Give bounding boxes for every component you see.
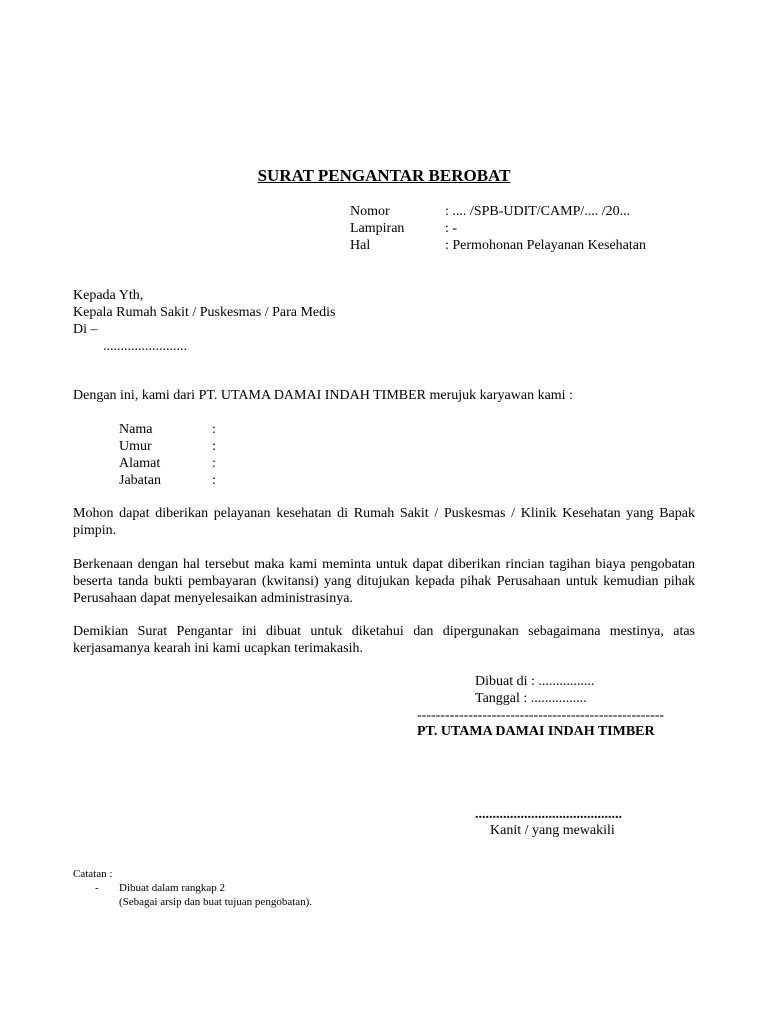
dibuat-di: Dibuat di : ................ <box>475 674 595 689</box>
meta-value: : Permohonan Pelayanan Kesehatan <box>445 238 646 253</box>
note-indent <box>73 895 119 909</box>
company-name: PT. UTAMA DAMAI INDAH TIMBER <box>417 724 655 739</box>
signature-divider: ----------------------------------------------------- <box>417 708 665 723</box>
addressee-location-label: Di – <box>73 322 98 337</box>
letter-meta <box>350 203 646 254</box>
field-colon: : <box>212 422 216 437</box>
field-row-jabatan <box>119 472 216 489</box>
notes-heading: Catatan : <box>73 868 113 880</box>
field-row-nama <box>119 421 216 438</box>
meta-label: Hal <box>350 238 371 253</box>
signature-line: .......................................... <box>475 807 622 822</box>
meta-row-lampiran <box>350 220 646 237</box>
note-text: Dibuat dalam rangkap 2 <box>119 882 225 894</box>
notes-block <box>73 867 312 909</box>
meta-value: : - <box>445 221 458 236</box>
meta-label: Nomor <box>350 204 390 219</box>
tanggal: Tanggal : ................ <box>475 691 587 706</box>
paragraph-closing: Demikian Surat Pengantar ini dibuat untuk diketahui dan dipergunakan sebagaimana mestinya, atas kerjasamanya kearah ini kami ucapkan terimakasih. <box>73 624 695 656</box>
addressee-block <box>73 287 335 355</box>
note-item <box>73 881 312 895</box>
place-date-block <box>475 673 594 707</box>
addressee-recipient: Kepala Rumah Sakit / Puskesmas / Para Medis <box>73 305 336 320</box>
field-label: Jabatan <box>119 473 161 488</box>
note-item <box>73 895 312 909</box>
field-label: Alamat <box>119 456 161 471</box>
employee-fields <box>119 421 216 489</box>
note-bullet: - <box>95 882 99 894</box>
field-row-umur <box>119 438 216 455</box>
document-title: SURAT PENGANTAR BEROBAT <box>257 166 511 185</box>
meta-row-nomor <box>350 203 646 220</box>
meta-row-hal <box>350 237 646 254</box>
meta-value: : .... /SPB-UDIT/CAMP/.... /20... <box>445 204 631 219</box>
paragraph-request: Mohon dapat diberikan pelayanan kesehatan di Rumah Sakit / Puskesmas / Klinik Kesehatan yang Bapak pimpin. <box>73 506 695 538</box>
field-colon: : <box>212 439 216 454</box>
field-row-alamat <box>119 455 216 472</box>
intro-text: Dengan ini, kami dari PT. UTAMA DAMAI INDAH TIMBER merujuk karyawan kami : <box>73 388 573 403</box>
field-label: Umur <box>119 439 152 454</box>
field-label: Nama <box>119 422 153 437</box>
meta-label: Lampiran <box>350 221 405 236</box>
note-text: (Sebagai arsip dan buat tujuan pengobatan). <box>119 896 313 908</box>
signer-role: Kanit / yang mewakili <box>490 823 615 838</box>
field-colon: : <box>212 473 216 488</box>
addressee-greeting: Kepada Yth, <box>73 288 144 303</box>
paragraph-billing: Berkenaan dengan hal tersebut maka kami meminta untuk dapat diberikan rincian tagihan biaya pengobatan beserta tanda bukti pembayaran (kwitansi) yang ditujukan kepada pihak Perusahaan untuk kemudian pihak Perusahaan dapat menyelesaikan administrasinya. <box>73 557 695 606</box>
addressee-location-blank: ........................ <box>103 339 187 354</box>
field-colon: : <box>212 456 216 471</box>
